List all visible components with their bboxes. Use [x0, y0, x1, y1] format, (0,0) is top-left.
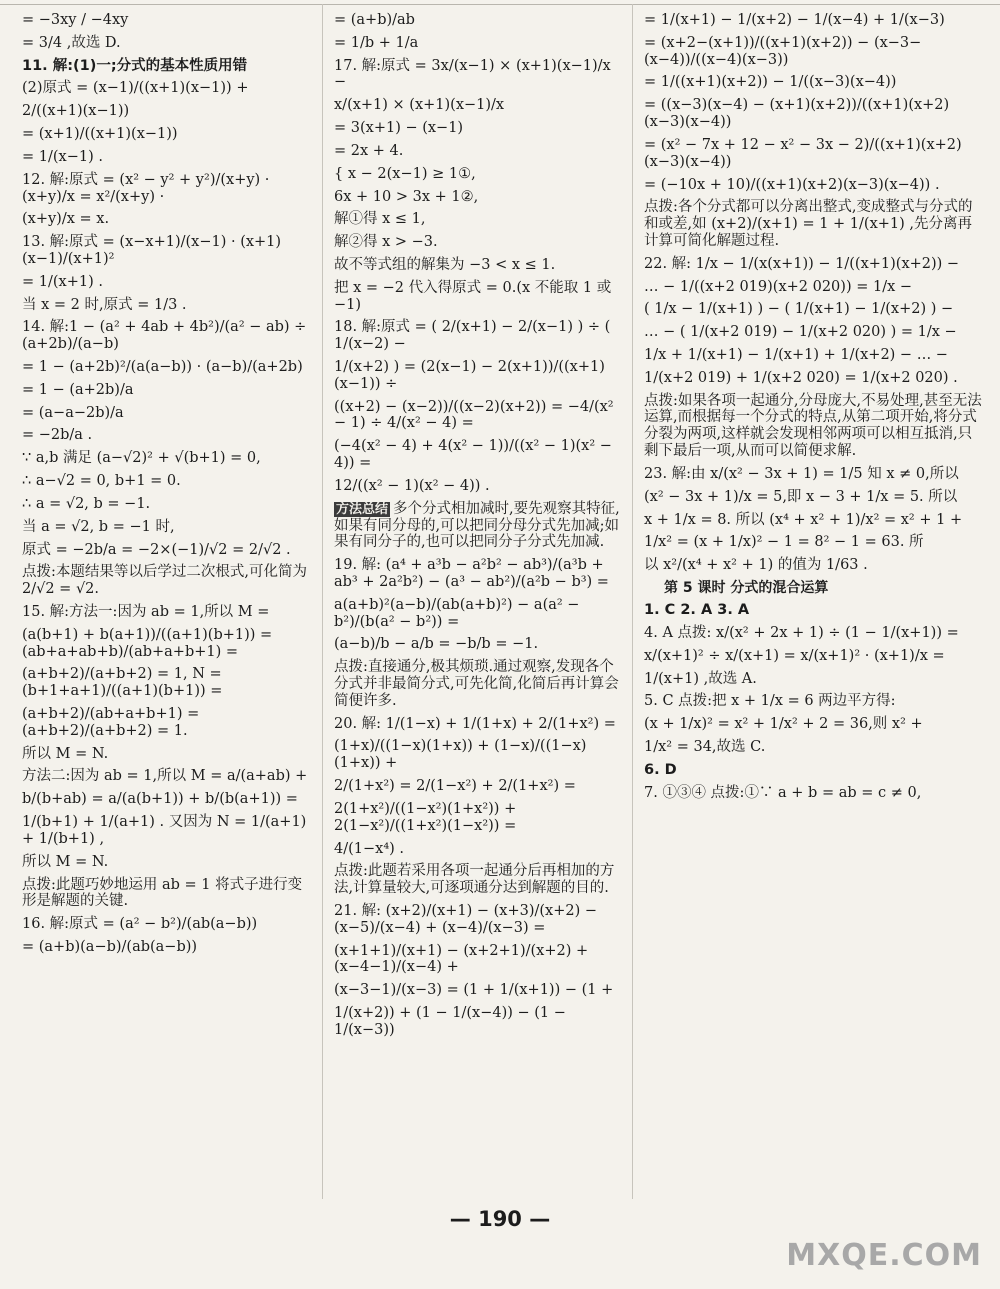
line: 1/(b+1) + 1/(a+1) . 又因为 N = 1/(a+1) + 1/(b+1) , [22, 814, 307, 847]
line: 1/(x+1) ,故选 A. [644, 670, 757, 687]
answer-17: 17. 解:原式 = 3x/(x−1) × (x+1)(x−1)/x − [334, 57, 611, 91]
line: (2)原式 = (x−1)/((x+1)(x−1)) + [22, 80, 249, 97]
column-middle [334, 12, 626, 1045]
line: … − ( 1/(x+2 019) − 1/(x+2 020) ) = 1/x − [644, 324, 957, 341]
method-summary-text: 多个分式相加减时,要先观察其特征,如果有同分母的,可以把同分母分式先加减;如果有同分子的,也可以把同分子分式先加减. [334, 500, 620, 551]
line: (1+x)/((1−x)(1+x)) + (1−x)/((1−x)(1+x)) + [334, 738, 587, 772]
tip-text: 点拨:此题若采用各项一起通分后再相加的方法,计算量较大,可逐项通分达到解题的目的. [334, 863, 615, 897]
line: 1/x + 1/(x+1) − 1/(x+1) + 1/(x+2) − … − [644, 347, 948, 363]
answer-5: 5. C 点拨:把 x + 1/x = 6 两边平方得: [644, 693, 896, 710]
line: = (x² − 7x + 12 − x² − 3x − 2)/((x+1)(x+2)(x−3)(x−4)) [644, 136, 962, 170]
line: x/(x+1) × (x+1)(x−1)/x [334, 97, 505, 114]
line: ∴ a = √2, b = −1. [22, 495, 151, 512]
line: = −3xy / −4xy [22, 12, 129, 28]
tip-text: 点拨:此题巧妙地运用 ab = 1 将式子进行变形是解题的关键. [22, 876, 303, 910]
line: = 1/(x+1) . [22, 273, 103, 290]
column-right [644, 12, 984, 807]
answer-11-heading: 11. 解:(1)一;分式的基本性质用错 [22, 57, 248, 74]
line: 所以 M = N. [22, 745, 109, 762]
answer-15: 15. 解:方法一:因为 ab = 1,所以 M = [22, 603, 270, 620]
line: (x+1+1)/(x+1) − (x+2+1)/(x+2) + (x−4−1)/(x−4) + [334, 942, 589, 976]
line: (a−b)/b − a/b = −b/b = −1. [334, 636, 539, 653]
line: x/(x+1)² ÷ x/(x+1) = x/(x+1)² · (x+1)/x = [644, 647, 945, 664]
line: 方法二:因为 ab = 1,所以 M = a/(a+ab) + [22, 768, 308, 785]
line: (x+y)/x = x. [22, 211, 110, 228]
line: { x − 2(x−1) ≥ 1①, [334, 165, 476, 182]
answer-18: 18. 解:原式 = ( 2/(x+1) − 2/(x−1) ) ÷ ( 1/(x−2) − [334, 319, 611, 353]
line: 1/(x+2)) + (1 − 1/(x−4)) − (1 − 1/(x−3)) [334, 1005, 566, 1038]
line: 12/((x² − 1)(x² − 4)) . [334, 477, 490, 494]
line: = −2b/a . [22, 427, 93, 444]
tip-text: 点拨:各个分式都可以分离出整式,变成整式与分式的和或差,如 (x+2)/(x+1) = 1 + 1/(x+1) ,先分离再计算可简化解题过程. [644, 199, 973, 249]
line: = (−10x + 10)/((x+1)(x+2)(x−3)(x−4)) . [644, 176, 940, 193]
line: 1/x² = 34,故选 C. [644, 739, 766, 756]
answer-4: 4. A 点拨: x/(x² + 2x + 1) ÷ (1 − 1/(x+1)) = [644, 624, 959, 641]
line: a(a+b)²(a−b)/(ab(a+b)²) − a(a² − b²)/(b(a² − b²)) = [334, 596, 580, 630]
line: 2/((x+1)(x−1)) [22, 103, 130, 120]
line: 以 x²/(x⁴ + x² + 1) 的值为 1/63 . [644, 557, 868, 574]
column-left [22, 12, 314, 962]
line: ( 1/x − 1/(x+1) ) − ( 1/(x+1) − 1/(x+2) ) − [644, 301, 954, 318]
answer-21: 21. 解: (x+2)/(x+1) − (x+3)/(x+2) − (x−5)/(x−4) + (x−4)/(x−3) = [334, 902, 598, 936]
line: 解②得 x > −3. [334, 234, 438, 251]
tip-text: 点拨:直接通分,极其烦琐.通过观察,发现各个分式并非最简分式,可先化简,化简后再计算会简便许多. [334, 659, 619, 709]
method-summary [334, 501, 626, 551]
line: 2(1+x²)/((1−x²)(1+x²)) + 2(1−x²)/((1+x²)(1−x²)) = [334, 800, 517, 834]
answer-6: 6. D [644, 761, 677, 778]
line: x + 1/x = 8. 所以 (x⁴ + x² + 1)/x² = x² + 1 + [644, 511, 963, 528]
line: 当 a = √2, b = −1 时, [22, 518, 175, 535]
line: = 1 − (a+2b)²/(a(a−b)) · (a−b)/(a+2b) [22, 359, 303, 375]
line: 2/(1+x²) = 2/(1−x²) + 2/(1+x²) = [334, 778, 576, 795]
line: 4/(1−x⁴) . [334, 840, 405, 857]
line: = ((x−3)(x−4) − (x+1)(x+2))/((x+1)(x+2)(x−3)(x−4)) [644, 97, 950, 131]
line: (a(b+1) + b(a+1))/((a+1)(b+1)) = (ab+a+ab+b)/(ab+a+b+1) = [22, 626, 273, 660]
line: 当 x = 2 时,原式 = 1/3 . [22, 296, 187, 313]
line: 1/(x+2) ) = (2(x−1) − 2(x+1))/((x+1)(x−1)) ÷ [334, 359, 605, 392]
line: = 1/(x+1) − 1/(x+2) − 1/(x−4) + 1/(x−3) [644, 12, 945, 28]
line: 1/(x+2 019) + 1/(x+2 020) = 1/(x+2 020) . [644, 369, 958, 386]
lesson-5-heading: 第 5 课时 分式的混合运算 [664, 579, 829, 596]
line: (x² − 3x + 1)/x = 5,即 x − 3 + 1/x = 5. 所以 [644, 488, 958, 505]
column-divider-left [322, 4, 323, 1199]
line: (x + 1/x)² = x² + 1/x² + 2 = 36,则 x² + [644, 716, 923, 733]
line: 解①得 x ≤ 1, [334, 211, 426, 228]
line: 把 x = −2 代入得原式 = 0.(x 不能取 1 或 −1) [334, 279, 612, 313]
answer-23: 23. 解:由 x/(x² − 3x + 1) = 1/5 知 x ≠ 0,所以 [644, 465, 959, 482]
answer-14: 14. 解:1 − (a² + 4ab + 4b²)/(a² − ab) ÷ (a+2b)/(a−b) [22, 319, 307, 353]
line: … − 1/((x+2 019)(x+2 020)) = 1/x − [644, 278, 913, 295]
answer-19: 19. 解: (a⁴ + a³b − a²b² − ab³)/(a³b + ab³ + 2a²b²) − (a³ − ab²)/(a²b − b³) = [334, 557, 609, 590]
top-rule [0, 4, 1000, 5]
line: (a+b+2)/(a+b+2) = 1, N = (b+1+a+1)/((a+1)(b+1)) = [22, 666, 223, 700]
line: = 2x + 4. [334, 142, 404, 159]
watermark-logo: MXQE.COM [786, 1238, 982, 1273]
answer-16: 16. 解:原式 = (a² − b²)/(ab(a−b)) [22, 916, 258, 933]
line: ((x+2) − (x−2))/((x−2)(x+2)) = −4/(x² − 1) ÷ 4/(x² − 4) = [334, 398, 614, 432]
line: = 1/b + 1/a [334, 34, 419, 51]
answer-22: 22. 解: 1/x − 1/(x(x+1)) − 1/((x+1)(x+2)) − [644, 255, 960, 272]
page-number: — 190 — [449, 1207, 551, 1231]
line: (−4(x² − 4) + 4(x² − 1))/((x² − 1)(x² − 4)) = [334, 438, 612, 472]
answer-7: 7. ①③④ 点拨:①∵ a + b = ab = c ≠ 0, [644, 784, 922, 801]
line: 原式 = −2b/a = −2×(−1)/√2 = 2/√2 . [22, 541, 291, 558]
line: (a+b+2)/(ab+a+b+1) = (a+b+2)/(a+b+2) = 1. [22, 706, 200, 739]
line: ∵ a,b 满足 (a−√2)² + √(b+1) = 0, [22, 450, 261, 467]
line: ∴ a−√2 = 0, b+1 = 0. [22, 473, 181, 490]
answer-20: 20. 解: 1/(1−x) + 1/(1+x) + 2/(1+x²) = [334, 715, 616, 732]
line: 所以 M = N. [22, 853, 109, 870]
line: = 3(x+1) − (x−1) [334, 120, 464, 137]
line: = 3/4 ,故选 D. [22, 34, 121, 51]
column-divider-right [632, 4, 633, 1199]
line: = (a+b)/ab [334, 12, 415, 28]
line: b/(b+ab) = a/(a(b+1)) + b/(b(a+1)) = [22, 791, 298, 808]
line: = (x+1)/((x+1)(x−1)) [22, 126, 178, 143]
line: = 1/(x−1) . [22, 148, 103, 165]
line: (x−3−1)/(x−3) = (1 + 1/(x+1)) − (1 + [334, 982, 614, 999]
line: 6x + 10 > 3x + 1②, [334, 188, 479, 205]
line: = (a−a−2b)/a [22, 404, 124, 421]
tip-text: 点拨:如果各项一起通分,分母庞大,不易处理,甚至无法运算,而根据每一个分式的特点,从第二项开始,将分式分裂为两项,这样就会发现相邻两项可以相互抵消,只剩下最后一项,从而可以简便求解. [644, 392, 982, 460]
line: = (a+b)(a−b)/(ab(a−b)) [22, 938, 198, 955]
tip-text: 点拨:本题结果等以后学过二次根式,可化简为 2/√2 = √2. [22, 564, 307, 598]
line: 故不等式组的解集为 −3 < x ≤ 1. [334, 256, 556, 273]
answer-12: 12. 解:原式 = (x² − y² + y²)/(x+y) · (x+y)/x = x²/(x+y) · [22, 171, 270, 205]
method-summary-label: 方法总结 [336, 501, 389, 517]
answer-13: 13. 解:原式 = (x−x+1)/(x−1) · (x+1)(x−1)/(x+1)² [22, 234, 282, 267]
line: = (x+2−(x+1))/((x+1)(x+2)) − (x−3−(x−4))/((x−4)(x−3)) [644, 34, 922, 68]
answers-1-3: 1. C 2. A 3. A [644, 602, 750, 619]
line: = 1/((x+1)(x+2)) − 1/((x−3)(x−4)) [644, 74, 897, 91]
line: = 1 − (a+2b)/a [22, 381, 134, 398]
line: 1/x² = (x + 1/x)² − 1 = 8² − 1 = 63. 所 [644, 534, 924, 551]
